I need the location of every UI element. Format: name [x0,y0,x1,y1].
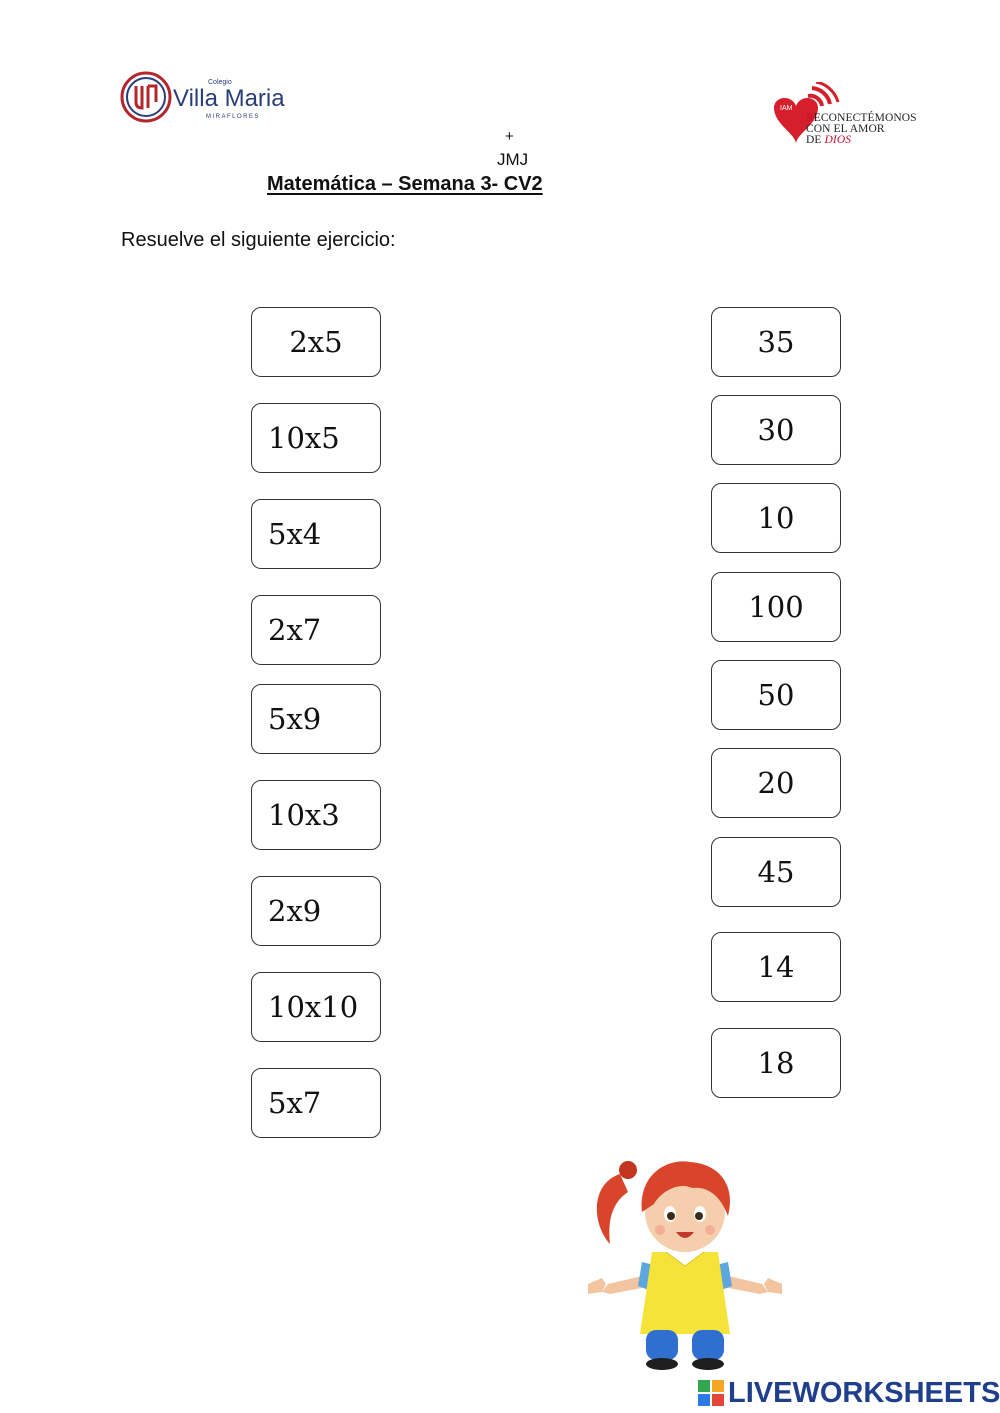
liveworksheets-watermark [698,1376,1000,1410]
operation-card[interactable]: 2x7 [251,595,381,665]
result-card[interactable]: 30 [711,395,841,465]
operation-card[interactable]: 10x5 [251,403,381,473]
result-card[interactable]: 45 [711,837,841,907]
cross-symbol: + [505,128,514,145]
jmj-heading: JMJ [497,150,529,169]
result-card[interactable]: 35 [711,307,841,377]
result-card[interactable]: 20 [711,748,841,818]
operation-card[interactable]: 2x9 [251,876,381,946]
operation-card[interactable]: 5x4 [251,499,381,569]
result-card[interactable]: 18 [711,1028,841,1098]
school-logo [118,68,293,126]
operation-card[interactable]: 10x3 [251,780,381,850]
girl-illustration [580,1134,790,1374]
svg-text:Colegio: Colegio [208,79,232,86]
page-title: Matemática – Semana 3- CV2 [267,173,543,195]
operation-card[interactable]: 2x5 [251,307,381,377]
result-card[interactable]: 14 [711,932,841,1002]
liveworksheets-icon [698,1380,724,1406]
result-card[interactable]: 10 [711,483,841,553]
watermark-text: LIVEWORKSHEETS [728,1376,1000,1409]
operation-card[interactable]: 10x10 [251,972,381,1042]
svg-text:IAM: IAM [780,105,793,112]
instruction-text: Resuelve el siguiente ejercicio: [121,229,396,251]
svg-text:Villa Maria: Villa Maria [173,85,285,112]
result-card[interactable]: 100 [711,572,841,642]
campaign-slogan: RECONECTÉMONOS CON EL AMOR DE DIOS [806,112,917,146]
result-card[interactable]: 50 [711,660,841,730]
operation-card[interactable]: 5x9 [251,684,381,754]
svg-text:MIRAFLORES: MIRAFLORES [206,114,261,120]
operation-card[interactable]: 5x7 [251,1068,381,1138]
campaign-logo [768,82,928,152]
